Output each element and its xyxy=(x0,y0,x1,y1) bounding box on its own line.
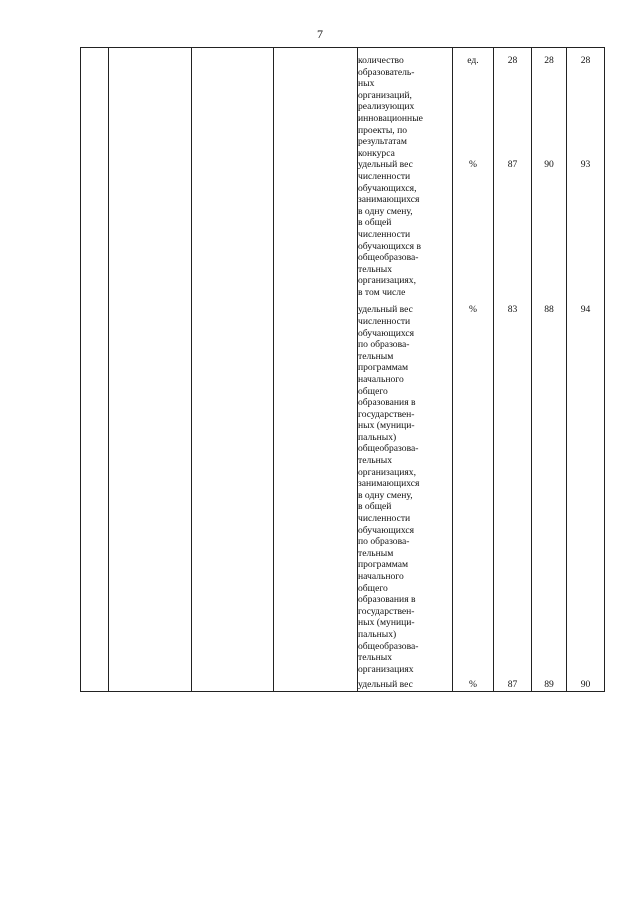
value-cell: 90 xyxy=(567,675,605,692)
table-row xyxy=(81,48,605,160)
value-cell: 28 xyxy=(532,48,567,160)
value-cell: 87 xyxy=(494,159,532,304)
page-number: 7 xyxy=(317,27,323,41)
value-cell: 94 xyxy=(567,304,605,675)
indicator-cell: удельный вес численности обучающихся, занимающихся в одну смену, в общей численности обучающихся в общеобразова- тельных организациях, в том числе xyxy=(358,159,453,304)
value-cell: 28 xyxy=(494,48,532,160)
value-cell: 90 xyxy=(532,159,567,304)
unit-cell: % xyxy=(453,675,494,692)
empty-cell xyxy=(109,48,192,692)
value-cell: 88 xyxy=(532,304,567,675)
indicator-cell: удельный вес xyxy=(358,675,453,692)
empty-cell xyxy=(274,48,358,692)
value-cell: 83 xyxy=(494,304,532,675)
unit-cell: % xyxy=(453,159,494,304)
indicators-table xyxy=(80,47,605,692)
indicator-cell: количество образователь- ных организаций, реализующих инновационные проекты, по результатам конкурса xyxy=(358,48,453,160)
value-cell: 93 xyxy=(567,159,605,304)
indicator-cell: удельный вес численности обучающихся по образова- тельным программам начального общего образования в государствен- ных (муници- пальных) общеобразова- тельных организациях, занимающихся в одну смену, в общей численности обучающихся по образова- тельным программам начального общего образования в государствен- ных (муници- пальных) общеобразова- тельных организациях xyxy=(358,304,453,675)
value-cell: 87 xyxy=(494,675,532,692)
empty-cell xyxy=(81,48,109,692)
value-cell: 28 xyxy=(567,48,605,160)
empty-cell xyxy=(192,48,274,692)
unit-cell: % xyxy=(453,304,494,675)
unit-cell: ед. xyxy=(453,48,494,160)
value-cell: 89 xyxy=(532,675,567,692)
